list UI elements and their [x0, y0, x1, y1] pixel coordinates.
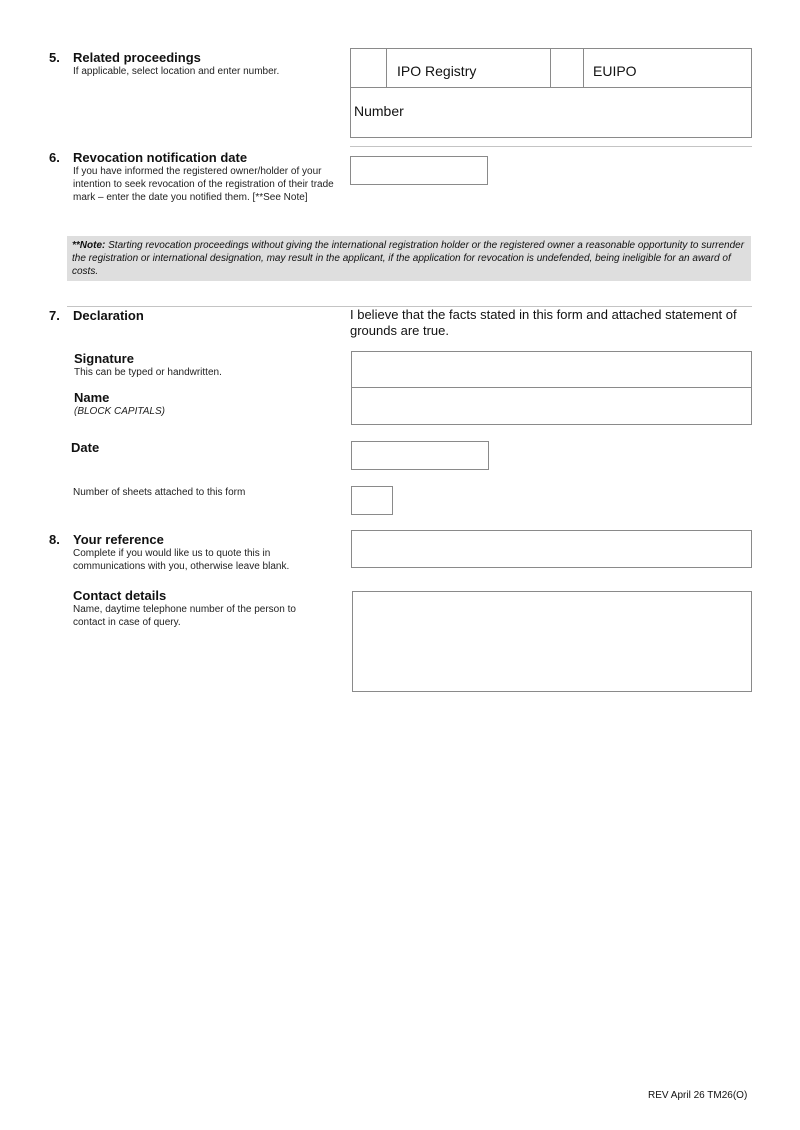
section-8-help: Complete if you would like us to quote this in communications with you, otherwise leave blank. [73, 548, 290, 572]
contact-details-field[interactable] [352, 591, 752, 692]
note-text: Starting revocation proceedings without giving the international registration holder or the registered owner a reasonable opportunity to surrender the registration or international designation, may result in the applicant, if the application for revocation is undefended, being ineligible for an award of costs. [72, 240, 745, 277]
number-label: Number [354, 103, 404, 119]
section-6-help: If you have informed the registered owner/holder of your intention to seek revocation of the registration of their trade mark – enter the date you notified them. [**See Note] [73, 166, 334, 203]
proceedings-number-field[interactable] [351, 87, 751, 137]
euipo-label: EUIPO [593, 63, 637, 79]
signature-field[interactable] [351, 351, 752, 388]
section-7-number: 7. [49, 308, 60, 323]
signature-help: This can be typed or handwritten. [74, 367, 222, 378]
form-revision-code: REV April 26 TM26(O) [648, 1090, 748, 1101]
date-label: Date [71, 440, 100, 455]
section-8-number: 8. [49, 532, 60, 547]
name-field[interactable] [351, 387, 752, 425]
related-proceedings-panel [350, 48, 752, 138]
ipo-registry-label: IPO Registry [397, 63, 477, 79]
revocation-notification-date-field[interactable] [350, 156, 488, 185]
sheets-attached-label: Number of sheets attached to this form [73, 487, 246, 498]
section-5-help: If applicable, select location and enter number. [73, 66, 280, 77]
contact-details-help: Name, daytime telephone number of the person to contact in case of query. [73, 604, 296, 628]
section-5-title: Related proceedings [73, 50, 201, 65]
section-6-title: Revocation notification date [73, 150, 248, 165]
name-label: Name [74, 390, 110, 405]
declaration-statement: I believe that the facts stated in this form and attached statement of grounds are true. [350, 307, 737, 338]
euipo-checkbox[interactable] [550, 49, 584, 87]
section-5-number: 5. [49, 50, 60, 65]
declaration-date-field[interactable] [351, 441, 489, 470]
note-lead: **Note: [72, 240, 106, 251]
sheets-attached-field[interactable] [351, 486, 393, 515]
section-8-title: Your reference [73, 532, 164, 547]
your-reference-field[interactable] [351, 530, 752, 568]
contact-details-label: Contact details [73, 588, 167, 603]
section-7-title: Declaration [73, 308, 144, 323]
costs-note [67, 236, 751, 281]
section-divider [350, 146, 752, 147]
section-6-number: 6. [49, 150, 60, 165]
signature-label: Signature [74, 351, 134, 366]
ipo-registry-checkbox[interactable] [351, 49, 387, 87]
name-help: (BLOCK CAPITALS) [74, 406, 165, 417]
